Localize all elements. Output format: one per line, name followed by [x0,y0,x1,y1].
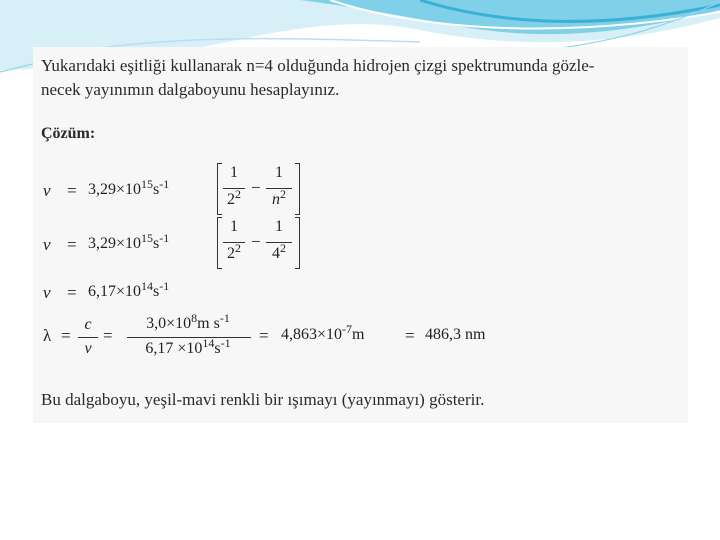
eq4-denominator: $6,17 \times 10^{14}s^{-1}$ [145,336,231,357]
eq4-c-nu-bar [78,337,98,338]
eq4-result: $4,863\times 10^{-7}m$ [281,322,365,343]
eq4-equals-b: = [103,326,113,345]
problem-line-1: Yukarıdaki eşitliği kullanarak n=4 olduğunda hidrojen çizgi spektrumunda gözle- [41,56,595,75]
eq2-term1-denominator: $2^2$ [227,241,241,262]
eq4-equals-a: = [61,326,71,345]
solution-heading: Çözüm: [41,125,96,142]
eq1-bracket-right [295,163,300,215]
eq2-equals: = [67,235,77,254]
eq4-numerator: $3,0\times 10^8m$ $s^{-1}$ [146,311,230,332]
eq4-equals-c: = [259,326,269,345]
eq2-term2-fraction-bar [266,242,292,243]
eq1-term1-denominator: $2^2$ [227,187,241,208]
eq3-equals: = [67,283,77,302]
content-panel [33,47,688,423]
eq1-equals: = [67,181,77,200]
eq1-minus: − [251,178,261,197]
eq2-term1-fraction-bar [223,242,245,243]
problem-line-2: necek yayınımın dalgaboyunu hesaplayınız. [41,80,340,99]
eq2-lhs: ν [43,235,51,254]
eq2-term2-numerator: 1 [275,218,283,235]
eq2-bracket-left [217,217,222,269]
eq4-nu: ν [84,340,92,357]
eq4-c: c [84,316,92,333]
eq2-bracket-right [295,217,300,269]
eq4-fraction-bar [127,337,251,338]
eq2-coefficient: $3,29\times 10^{15}s^{-1}$ [88,231,170,252]
eq1-term1-fraction-bar [223,188,245,189]
eq4-final-answer: 486,3 nm [425,326,486,343]
eq4-lhs: λ [43,326,52,345]
eq1-coefficient: $3,29\times 10^{15}s^{-1}$ [88,177,170,198]
eq1-term2-numerator: 1 [275,164,283,181]
conclusion-text: Bu dalgaboyu, yeşil-mavi renkli bir ışımayı (yayınmayı) gösterir. [41,390,485,409]
eq3-lhs: ν [43,283,51,302]
eq1-term2-denominator: $n^2$ [272,187,286,208]
eq3-value: $6,17\times 10^{14}s^{-1}$ [88,279,170,300]
eq1-lhs: ν [43,181,51,200]
eq2-minus: − [251,232,261,251]
eq2-term2-denominator: $4^2$ [272,241,286,262]
eq1-term2-fraction-bar [266,188,292,189]
eq1-bracket-left [217,163,222,215]
eq1-term1-numerator: 1 [230,164,238,181]
eq2-term1-numerator: 1 [230,218,238,235]
eq4-equals-d: = [405,326,415,345]
